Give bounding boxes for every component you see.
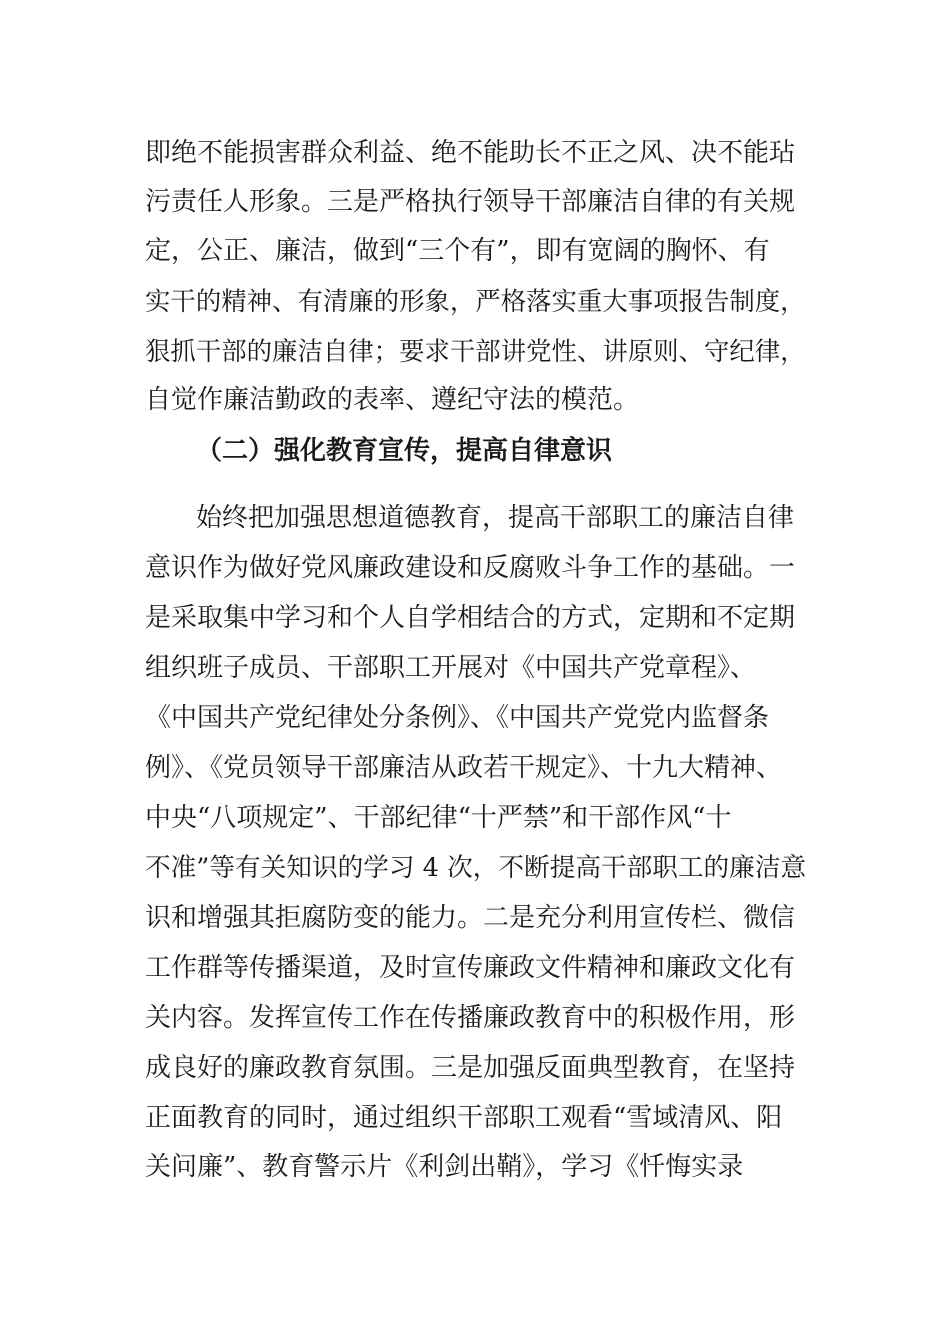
paragraph2-line-2: 意识作为做好党风廉政建设和反腐败斗争工作的基础。一 bbox=[145, 553, 796, 583]
paragraph2-line-13: 正面教育的同时，通过组织干部职工观看“雪域清风、阳 bbox=[145, 1103, 783, 1133]
paragraph2-line-10: 工作群等传播渠道，及时宣传廉政文件精神和廉政文化有 bbox=[145, 953, 796, 983]
paragraph2-line-5: 《中国共产党纪律处分条例》、《中国共产党党内监督条 bbox=[145, 703, 770, 733]
paragraph1-line-5: 狠抓干部的廉洁自律；要求干部讲党性、讲原则、守纪律， bbox=[145, 336, 806, 366]
paragraph2-line-3: 是采取集中学习和个人自学相结合的方式，定期和不定期 bbox=[145, 603, 796, 633]
paragraph2-line-1: 始终把加强思想道德教育，提高干部职工的廉洁自律 bbox=[196, 503, 795, 533]
paragraph1-line-6: 自觉作廉洁勤政的表率、遵纪守法的模范。 bbox=[145, 385, 640, 415]
paragraph2-line-11: 关内容。发挥宣传工作在传播廉政教育中的积极作用，形 bbox=[145, 1003, 796, 1033]
paragraph1-line-4: 实干的精神、有清廉的形象，严格落实重大事项报告制度， bbox=[145, 286, 806, 316]
paragraph2-line-9: 识和增强其拒腐防变的能力。二是充分利用宣传栏、微信 bbox=[145, 903, 796, 933]
paragraph1-line-1: 即绝不能损害群众利益、绝不能助长不正之风、决不能玷 bbox=[145, 138, 796, 168]
paragraph2-line-4: 组织班子成员、干部职工开展对《中国共产党章程》、 bbox=[145, 653, 757, 683]
paragraph2-line-8: 不准”等有关知识的学习 4 次，不断提高干部职工的廉洁意 bbox=[145, 853, 807, 883]
section-heading: （二）强化教育宣传，提高自律意识 bbox=[196, 436, 613, 466]
paragraph2-line-6: 例》、《党员领导干部廉洁从政若干规定》、十九大精神、 bbox=[145, 753, 783, 783]
paragraph2-line-12: 成良好的廉政教育氛围。三是加强反面典型教育，在坚持 bbox=[145, 1053, 796, 1083]
paragraph2-line-14: 关问廉”、教育警示片《利剑出鞘》，学习《忏悔实录 bbox=[145, 1152, 744, 1182]
paragraph2-line-7: 中央“八项规定”、干部纪律“十严禁”和干部作风“十 bbox=[145, 803, 732, 833]
paragraph1-line-3: 定，公正、廉洁，做到“三个有”，即有宽阔的胸怀、有 bbox=[145, 236, 770, 266]
paragraph1-line-2: 污责任人形象。三是严格执行领导干部廉洁自律的有关规 bbox=[145, 187, 796, 217]
